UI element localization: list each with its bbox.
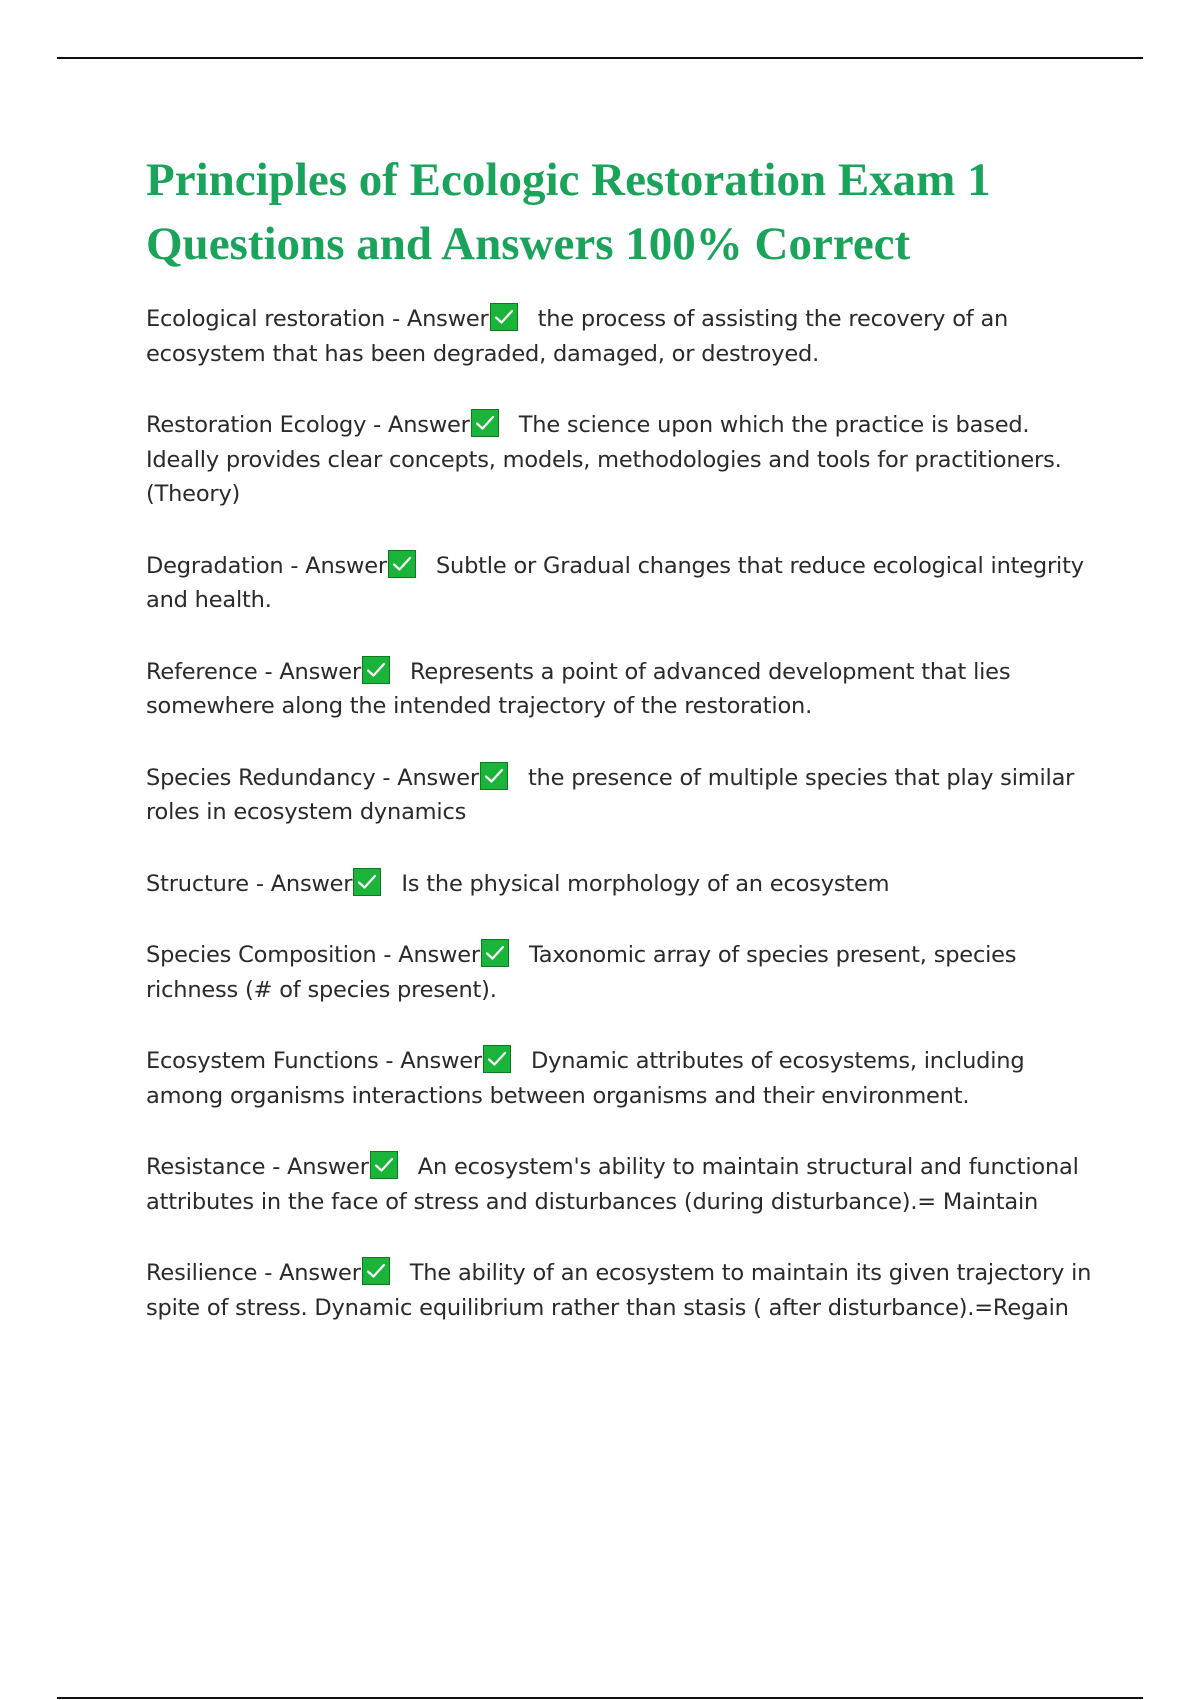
check-mark-icon: [353, 868, 381, 896]
qa-answer: Represents a point of advanced development that lies somewhere along the intended trajectory of the restoration.: [146, 658, 1011, 719]
qa-term: Structure - Answer: [146, 870, 353, 897]
qa-term: Species Redundancy - Answer: [146, 764, 479, 791]
qa-term: Reference - Answer: [146, 658, 361, 685]
qa-answer: The ability of an ecosystem to maintain its given trajectory in spite of stress. Dynamic equilibrium rather than stasis ( after disturbance).=Regain: [146, 1260, 1092, 1321]
check-mark-icon: [362, 1257, 390, 1285]
qa-item: [146, 408, 1096, 512]
qa-answer: Is the physical morphology of an ecosystem: [401, 870, 890, 897]
top-divider: [57, 57, 1143, 59]
qa-item: [146, 1256, 1096, 1325]
qa-term: Ecosystem Functions - Answer: [146, 1048, 482, 1074]
qa-term: Ecological restoration - Answer: [146, 306, 489, 332]
check-mark-icon: [370, 1151, 398, 1179]
qa-answer: Subtle or Gradual changes that reduce ecological integrity and health.: [146, 552, 1084, 613]
check-mark-icon: [480, 762, 508, 790]
qa-answer: The science upon which the practice is based. Ideally provides clear concepts, models, methodologies and tools for practitioners. (Theory): [146, 412, 1062, 507]
document-body: [146, 148, 1096, 1362]
check-mark-icon: [388, 550, 416, 578]
qa-term: Resilience - Answer: [146, 1260, 361, 1286]
qa-item: [146, 1150, 1096, 1219]
qa-list: [146, 302, 1096, 1325]
check-mark-icon: [481, 939, 509, 967]
qa-item: [146, 938, 1096, 1007]
qa-term: Species Composition - Answer: [146, 942, 480, 968]
check-mark-icon: [483, 1045, 511, 1073]
qa-item: [146, 1044, 1096, 1113]
qa-answer: Dynamic attributes of ecosystems, including among organisms interactions between organisms and their environment.: [146, 1048, 1025, 1109]
document-title: Principles of Ecologic Restoration Exam 1 Questions and Answers 100% Correct: [146, 154, 991, 270]
qa-answer: the process of assisting the recovery of an ecosystem that has been degraded, damaged, or destroyed.: [146, 306, 1009, 367]
qa-item: [146, 302, 1096, 371]
qa-item: [146, 761, 1096, 830]
bottom-divider: [57, 1697, 1143, 1699]
qa-term: Resistance - Answer: [146, 1154, 369, 1180]
qa-item: [146, 867, 1096, 902]
qa-term: Degradation - Answer: [146, 552, 387, 579]
qa-term: Restoration Ecology - Answer: [146, 412, 470, 438]
check-mark-icon: [362, 656, 390, 684]
qa-answer: An ecosystem's ability to maintain structural and functional attributes in the face of stress and disturbances (during disturbance).= Maintain: [146, 1154, 1079, 1215]
check-mark-icon: [471, 409, 499, 437]
qa-item: [146, 655, 1096, 724]
check-mark-icon: [490, 303, 518, 331]
qa-item: [146, 549, 1096, 618]
qa-answer: Taxonomic array of species present, species richness (# of species present).: [146, 942, 1017, 1003]
qa-answer: the presence of multiple species that play similar roles in ecosystem dynamics: [146, 764, 1075, 825]
